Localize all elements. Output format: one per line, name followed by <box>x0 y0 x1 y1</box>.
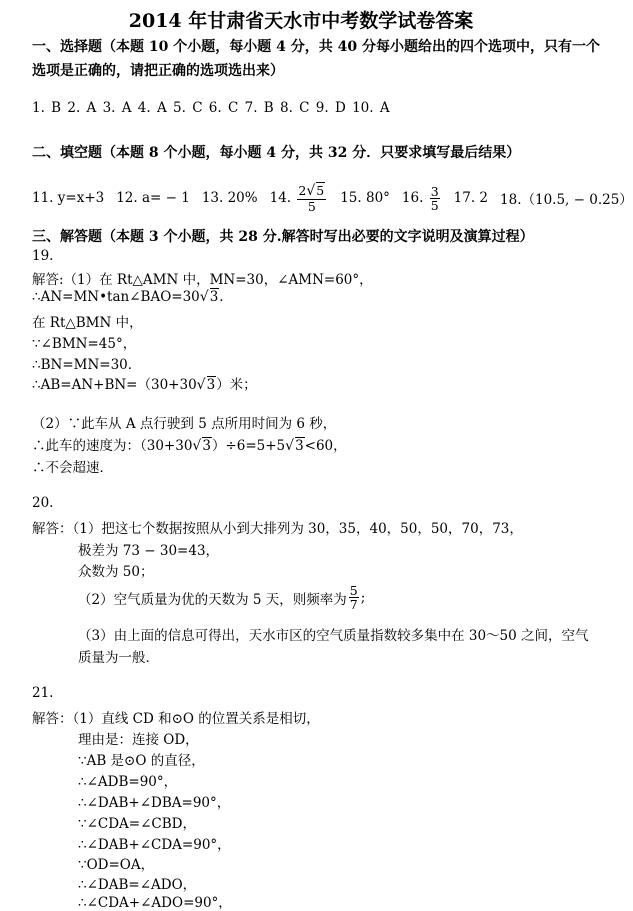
answer-14-num-radicand: 5 <box>316 183 325 198</box>
q21-line-2: 理由是：连接 OD， <box>78 732 199 748</box>
section2-heading: 二、填空题（本题 8 个小题，每小题 4 分，共 32 分．只要求填写最后结果） <box>32 145 521 161</box>
answer-16-fraction <box>430 185 440 212</box>
answer-12: 12. a= − 1 <box>116 190 190 207</box>
q21-line-4: ∴∠ADB=90°， <box>78 774 178 790</box>
q21-line-3: ∵AB 是⊙O 的直径， <box>78 753 205 769</box>
q20-line-6: 质量为一般． <box>78 650 159 666</box>
section1-answers: 1. B 2. A 3. A 4. A 5. C 6. C 7. B 8. C 9. D 10. A <box>32 100 390 116</box>
section3-heading: 三、解答题（本题 3 个小题，共 28 分.解答时写出必要的文字说明及演算过程） <box>32 229 534 245</box>
q20-fraction-denominator: 7 <box>349 597 358 613</box>
q19-line-3: 在 Rt△BMN 中， <box>32 315 143 331</box>
q19-line-8-mid: ）÷6=5+5 <box>211 438 286 454</box>
q19-line-6: ∴AB=AN+BN=（30+30√3）米； <box>32 377 257 393</box>
q19-line-8-radicand-2: 3 <box>295 438 304 454</box>
q19-line-1: 解答:（1）在 Rt△AMN 中，MN=30，∠AMN=60°， <box>32 272 373 288</box>
page-title: 2014 年甘肃省天水市中考数学试卷答案 <box>128 10 474 32</box>
section1-heading-line2: 选项是正确的，请把正确的选项选出来） <box>32 63 284 79</box>
answer-14-prefix: 14. <box>269 189 292 206</box>
answer-16 <box>402 185 442 212</box>
q20-frequency-fraction <box>349 584 359 611</box>
answer-15: 15. 80° <box>340 190 390 207</box>
answer-14-fraction: $\frac{2√5}{5}$ <box>298 183 325 214</box>
q19-line-8-radicand: 3 <box>202 438 211 454</box>
answer-14-denominator: 5 <box>307 198 316 214</box>
answer-16-numerator: 3 <box>430 183 439 199</box>
q19-line-5: ∴BN=MN=30． <box>32 357 142 373</box>
answer-14-num-coef: 2 <box>298 183 307 198</box>
q21-line-6: ∵∠CDA=∠CBD， <box>78 816 196 832</box>
q20-number: 20. <box>32 495 54 511</box>
q20-line-1: 解答：（1）把这七个数据按照从小到大排列为 30，35，40，50，50，70，73， <box>32 521 523 537</box>
q19-line-8-text: ∴此车的速度为：（30+30 <box>32 438 193 454</box>
q19-line-6-end: ）米； <box>216 377 257 393</box>
q20-line-4 <box>78 584 365 611</box>
q19-line-8: ∴此车的速度为：（30+30√3）÷6=5+5√3<60， <box>32 438 347 454</box>
q19-number: 19. <box>32 248 54 264</box>
q19-line-4: ∵∠BMN=45°， <box>32 336 137 352</box>
q19-line-2: ∴AN=MN•tan∠BAO=30√3. <box>32 289 224 305</box>
answer-16-prefix: 16. <box>401 189 424 206</box>
q19-line-7: （2）∵此车从 A 点行驶到 5 点所用时间为 6 秒， <box>32 416 337 432</box>
answer-14 <box>270 184 329 213</box>
q20-fraction-numerator: 5 <box>349 583 358 598</box>
q19-line-6-text: ∴AB=AN+BN=（30+30 <box>32 377 197 393</box>
q20-line-3: 众数为 50； <box>78 564 154 580</box>
q19-line-2-end: . <box>219 289 224 305</box>
q21-line-5: ∴∠DAB+∠DBA=90°， <box>78 795 231 811</box>
q19-line-8-end: <60， <box>304 438 347 454</box>
answer-16-denominator: 5 <box>430 197 439 213</box>
answer-13: 13. 20% <box>201 190 258 207</box>
q20-line-2: 极差为 73 − 30=43， <box>78 543 220 559</box>
answer-11: 11. y=x+3 <box>32 190 105 207</box>
q20-line-4-end: ; <box>360 589 366 606</box>
q20-line-4-text: （2）空气质量为优的天数为 5 天，则频率为 <box>78 591 347 608</box>
q20-line-5: （3）由上面的信息可得出，天水市区的空气质量指数较多集中在 30～50 之间，空气 <box>78 628 589 644</box>
q21-line-7: ∴∠DAB+∠CDA=90°， <box>78 837 231 853</box>
q21-line-9: ∴∠DAB=∠ADO， <box>78 877 197 893</box>
q19-line-2-text: ∴AN=MN•tan∠BAO=30 <box>32 289 200 305</box>
section1-heading-line1: 一、选择题（本题 10 个小题，每小题 4 分，共 40 分每小题给出的四个选项中，只有一个 <box>32 39 600 55</box>
section2-answers <box>32 184 633 213</box>
q21-line-8: ∵OD=OA， <box>78 857 155 873</box>
q21-line-10: ∴∠CDA+∠ADO=90°， <box>78 895 232 911</box>
q19-line-2-radicand: 3 <box>209 289 219 305</box>
answer-17: 17. 2 <box>453 190 489 207</box>
answer-18: 18.（10.5, − 0.25） <box>500 192 633 209</box>
q21-number: 21. <box>32 685 54 701</box>
q19-line-9: ∴不会超速． <box>32 460 113 476</box>
q21-line-1: 解答：（1）直线 CD 和⊙O 的位置关系是相切， <box>32 711 320 727</box>
q19-line-6-radicand: 3 <box>206 377 216 393</box>
